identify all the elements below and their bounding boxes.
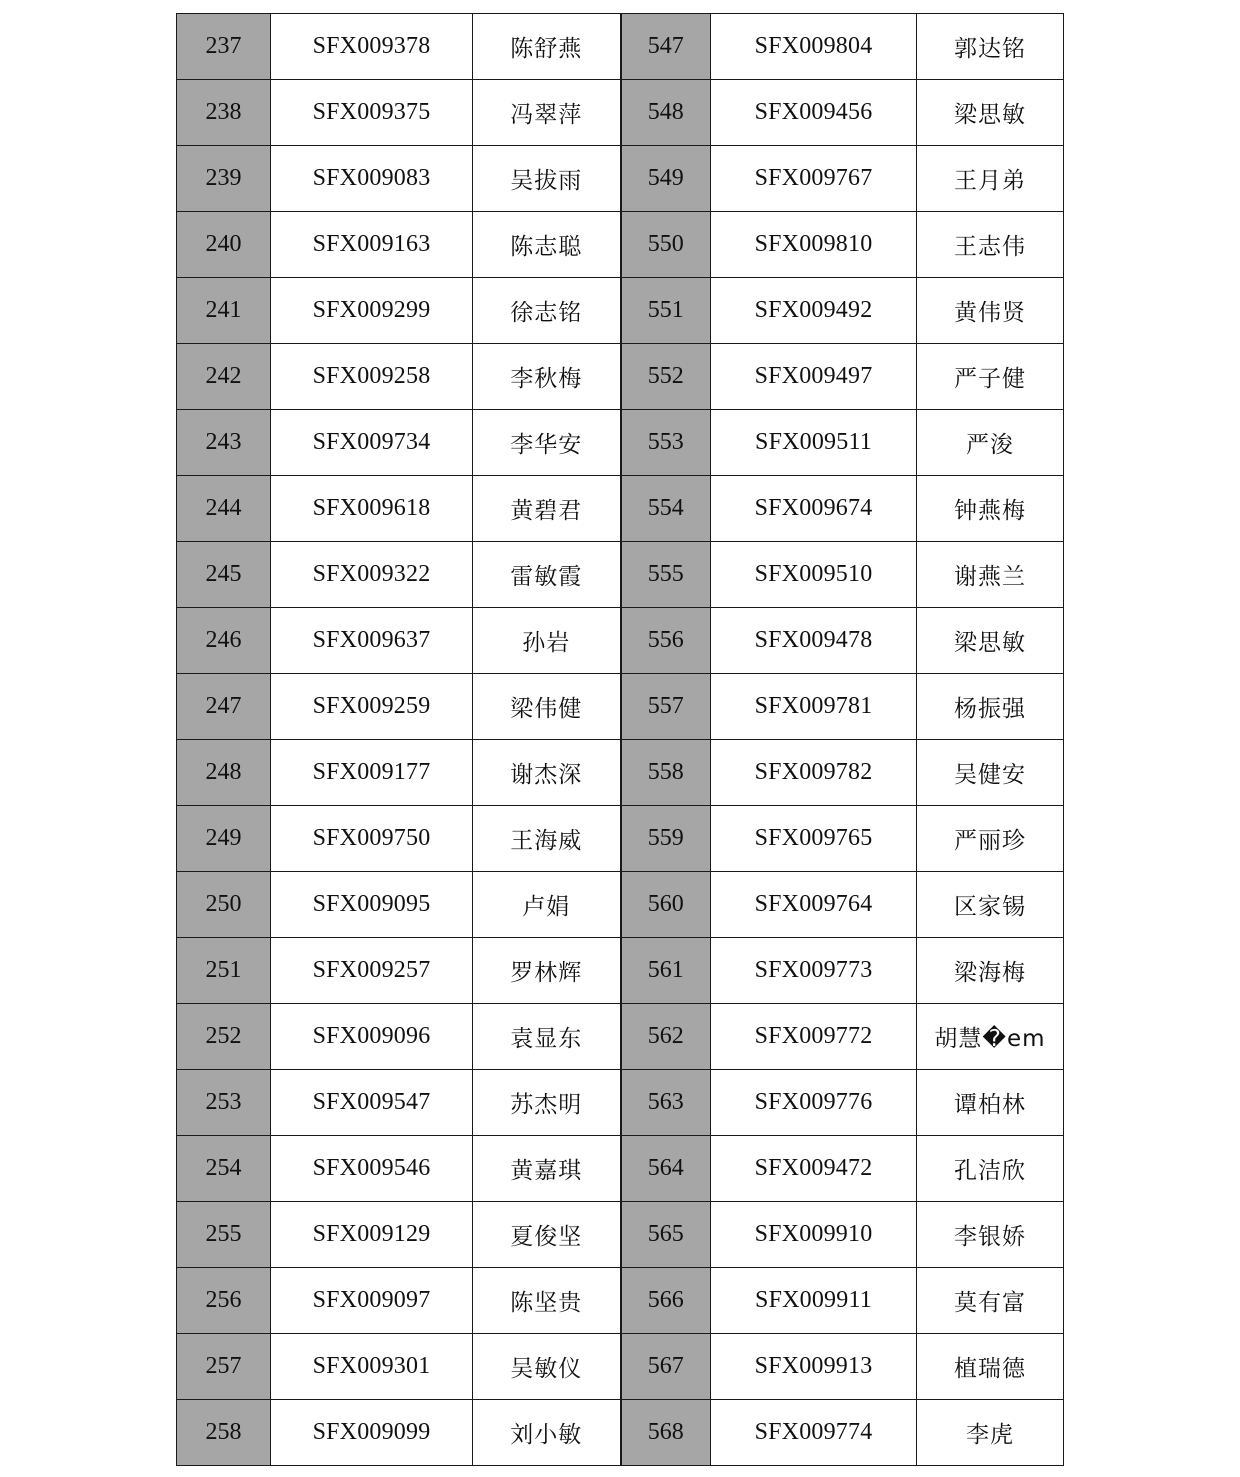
right-number-cell: 568 xyxy=(621,1400,711,1466)
left-code-cell: SFX009322 xyxy=(271,542,473,608)
right-name-cell: 杨振强 xyxy=(917,674,1064,740)
table-row xyxy=(177,278,1064,344)
right-number-cell: 565 xyxy=(621,1202,711,1268)
left-code-cell: SFX009097 xyxy=(271,1268,473,1334)
right-name-cell: 植瑞德 xyxy=(917,1334,1064,1400)
right-number-cell: 554 xyxy=(621,476,711,542)
table-row xyxy=(177,410,1064,476)
table-row xyxy=(177,1070,1064,1136)
left-code-cell: SFX009618 xyxy=(271,476,473,542)
table-row xyxy=(177,80,1064,146)
right-code-cell: SFX009510 xyxy=(711,542,917,608)
right-number-cell: 547 xyxy=(621,14,711,80)
right-number-cell: 558 xyxy=(621,740,711,806)
right-code-cell: SFX009910 xyxy=(711,1202,917,1268)
table-row xyxy=(177,14,1064,80)
right-code-cell: SFX009674 xyxy=(711,476,917,542)
left-name-cell: 李秋梅 xyxy=(473,344,621,410)
right-code-cell: SFX009472 xyxy=(711,1136,917,1202)
left-code-cell: SFX009258 xyxy=(271,344,473,410)
right-name-cell: 胡慧�em xyxy=(917,1004,1064,1070)
left-number-cell: 240 xyxy=(177,212,271,278)
left-name-cell: 冯翠萍 xyxy=(473,80,621,146)
left-number-cell: 237 xyxy=(177,14,271,80)
left-number-cell: 252 xyxy=(177,1004,271,1070)
left-number-cell: 239 xyxy=(177,146,271,212)
left-name-cell: 苏杰明 xyxy=(473,1070,621,1136)
right-number-cell: 563 xyxy=(621,1070,711,1136)
left-name-cell: 陈舒燕 xyxy=(473,14,621,80)
left-number-cell: 257 xyxy=(177,1334,271,1400)
left-name-cell: 夏俊坚 xyxy=(473,1202,621,1268)
right-number-cell: 552 xyxy=(621,344,711,410)
left-code-cell: SFX009163 xyxy=(271,212,473,278)
right-code-cell: SFX009764 xyxy=(711,872,917,938)
left-number-cell: 255 xyxy=(177,1202,271,1268)
right-name-cell: 谢燕兰 xyxy=(917,542,1064,608)
right-code-cell: SFX009773 xyxy=(711,938,917,1004)
left-name-cell: 吴拔雨 xyxy=(473,146,621,212)
right-name-cell: 谭柏林 xyxy=(917,1070,1064,1136)
right-name-cell: 严子健 xyxy=(917,344,1064,410)
table-row xyxy=(177,938,1064,1004)
left-name-cell: 陈坚贵 xyxy=(473,1268,621,1334)
right-number-cell: 566 xyxy=(621,1268,711,1334)
right-code-cell: SFX009774 xyxy=(711,1400,917,1466)
left-code-cell: SFX009177 xyxy=(271,740,473,806)
right-code-cell: SFX009810 xyxy=(711,212,917,278)
left-name-cell: 袁显东 xyxy=(473,1004,621,1070)
left-name-cell: 黄嘉琪 xyxy=(473,1136,621,1202)
left-code-cell: SFX009301 xyxy=(271,1334,473,1400)
left-name-cell: 刘小敏 xyxy=(473,1400,621,1466)
right-code-cell: SFX009497 xyxy=(711,344,917,410)
left-code-cell: SFX009547 xyxy=(271,1070,473,1136)
left-name-cell: 陈志聪 xyxy=(473,212,621,278)
left-number-cell: 247 xyxy=(177,674,271,740)
left-number-cell: 248 xyxy=(177,740,271,806)
left-number-cell: 258 xyxy=(177,1400,271,1466)
left-number-cell: 250 xyxy=(177,872,271,938)
left-code-cell: SFX009083 xyxy=(271,146,473,212)
left-number-cell: 244 xyxy=(177,476,271,542)
right-code-cell: SFX009767 xyxy=(711,146,917,212)
left-code-cell: SFX009546 xyxy=(271,1136,473,1202)
left-name-cell: 吴敏仪 xyxy=(473,1334,621,1400)
left-code-cell: SFX009257 xyxy=(271,938,473,1004)
right-name-cell: 孔洁欣 xyxy=(917,1136,1064,1202)
table-row xyxy=(177,806,1064,872)
right-number-cell: 550 xyxy=(621,212,711,278)
left-code-cell: SFX009259 xyxy=(271,674,473,740)
left-number-cell: 251 xyxy=(177,938,271,1004)
right-name-cell: 钟燕梅 xyxy=(917,476,1064,542)
left-name-cell: 王海威 xyxy=(473,806,621,872)
left-code-cell: SFX009299 xyxy=(271,278,473,344)
right-name-cell: 梁海梅 xyxy=(917,938,1064,1004)
table-row xyxy=(177,1268,1064,1334)
right-name-cell: 梁思敏 xyxy=(917,608,1064,674)
right-name-cell: 吴健安 xyxy=(917,740,1064,806)
table-row xyxy=(177,212,1064,278)
right-number-cell: 562 xyxy=(621,1004,711,1070)
left-name-cell: 雷敏霞 xyxy=(473,542,621,608)
right-number-cell: 567 xyxy=(621,1334,711,1400)
right-code-cell: SFX009782 xyxy=(711,740,917,806)
left-number-cell: 242 xyxy=(177,344,271,410)
right-name-cell: 梁思敏 xyxy=(917,80,1064,146)
right-name-cell: 严丽珍 xyxy=(917,806,1064,872)
right-number-cell: 560 xyxy=(621,872,711,938)
right-code-cell: SFX009913 xyxy=(711,1334,917,1400)
table-row xyxy=(177,1136,1064,1202)
right-number-cell: 556 xyxy=(621,608,711,674)
table-row xyxy=(177,1004,1064,1070)
left-name-cell: 徐志铭 xyxy=(473,278,621,344)
left-number-cell: 253 xyxy=(177,1070,271,1136)
table-row xyxy=(177,608,1064,674)
right-name-cell: 郭达铭 xyxy=(917,14,1064,80)
left-name-cell: 罗林辉 xyxy=(473,938,621,1004)
left-code-cell: SFX009129 xyxy=(271,1202,473,1268)
left-number-cell: 243 xyxy=(177,410,271,476)
right-code-cell: SFX009511 xyxy=(711,410,917,476)
left-number-cell: 241 xyxy=(177,278,271,344)
left-code-cell: SFX009099 xyxy=(271,1400,473,1466)
table-row xyxy=(177,674,1064,740)
left-number-cell: 256 xyxy=(177,1268,271,1334)
right-code-cell: SFX009911 xyxy=(711,1268,917,1334)
left-code-cell: SFX009734 xyxy=(271,410,473,476)
right-code-cell: SFX009772 xyxy=(711,1004,917,1070)
left-name-cell: 谢杰深 xyxy=(473,740,621,806)
right-name-cell: 王月弟 xyxy=(917,146,1064,212)
left-name-cell: 卢娟 xyxy=(473,872,621,938)
right-number-cell: 559 xyxy=(621,806,711,872)
table-row xyxy=(177,740,1064,806)
left-name-cell: 黄碧君 xyxy=(473,476,621,542)
table-row xyxy=(177,872,1064,938)
table-row xyxy=(177,146,1064,212)
right-number-cell: 555 xyxy=(621,542,711,608)
table-row xyxy=(177,1400,1064,1466)
right-code-cell: SFX009478 xyxy=(711,608,917,674)
right-name-cell: 李银娇 xyxy=(917,1202,1064,1268)
roster-table-body xyxy=(177,14,1064,1466)
right-code-cell: SFX009776 xyxy=(711,1070,917,1136)
right-number-cell: 553 xyxy=(621,410,711,476)
right-code-cell: SFX009492 xyxy=(711,278,917,344)
roster-table xyxy=(176,13,1064,1466)
right-number-cell: 548 xyxy=(621,80,711,146)
left-name-cell: 李华安 xyxy=(473,410,621,476)
left-code-cell: SFX009637 xyxy=(271,608,473,674)
right-name-cell: 莫有富 xyxy=(917,1268,1064,1334)
right-name-cell: 李虎 xyxy=(917,1400,1064,1466)
table-row xyxy=(177,476,1064,542)
right-name-cell: 区家锡 xyxy=(917,872,1064,938)
left-number-cell: 246 xyxy=(177,608,271,674)
right-code-cell: SFX009456 xyxy=(711,80,917,146)
left-code-cell: SFX009750 xyxy=(271,806,473,872)
left-number-cell: 238 xyxy=(177,80,271,146)
right-code-cell: SFX009781 xyxy=(711,674,917,740)
left-name-cell: 梁伟健 xyxy=(473,674,621,740)
left-code-cell: SFX009096 xyxy=(271,1004,473,1070)
right-code-cell: SFX009765 xyxy=(711,806,917,872)
right-name-cell: 王志伟 xyxy=(917,212,1064,278)
right-name-cell: 严浚 xyxy=(917,410,1064,476)
left-number-cell: 249 xyxy=(177,806,271,872)
left-number-cell: 254 xyxy=(177,1136,271,1202)
table-row xyxy=(177,1334,1064,1400)
left-number-cell: 245 xyxy=(177,542,271,608)
left-code-cell: SFX009375 xyxy=(271,80,473,146)
table-row xyxy=(177,344,1064,410)
table-row xyxy=(177,1202,1064,1268)
right-number-cell: 551 xyxy=(621,278,711,344)
left-name-cell: 孙岩 xyxy=(473,608,621,674)
right-number-cell: 549 xyxy=(621,146,711,212)
left-code-cell: SFX009095 xyxy=(271,872,473,938)
right-code-cell: SFX009804 xyxy=(711,14,917,80)
right-number-cell: 557 xyxy=(621,674,711,740)
right-number-cell: 564 xyxy=(621,1136,711,1202)
table-row xyxy=(177,542,1064,608)
right-name-cell: 黄伟贤 xyxy=(917,278,1064,344)
left-code-cell: SFX009378 xyxy=(271,14,473,80)
right-number-cell: 561 xyxy=(621,938,711,1004)
